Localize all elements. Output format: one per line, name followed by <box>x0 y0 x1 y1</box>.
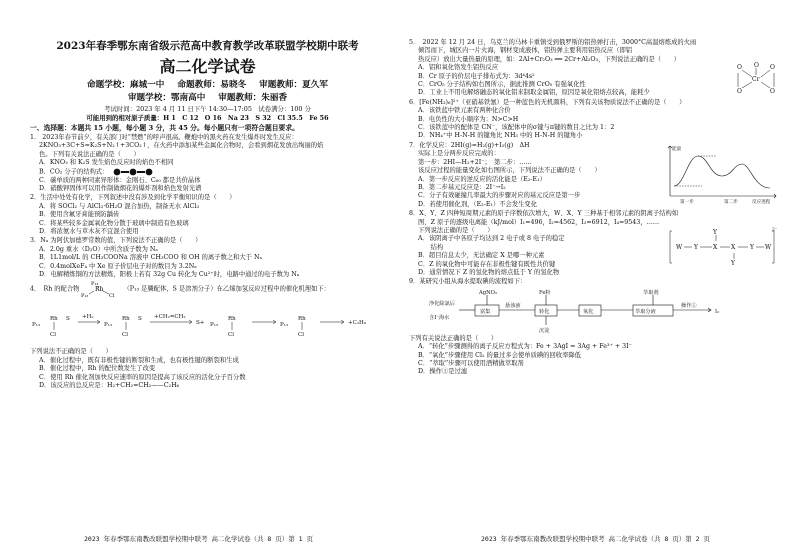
reagent-extractant: 萃取剂 <box>643 289 659 296</box>
q8-line: 图，Z 原子的逐级电离能（kJ/mol）I₁=496，I₂=4562，I₃=6912，I₄=9543，…… <box>418 218 660 226</box>
product-ethane: +C₂H₆ <box>348 320 367 327</box>
rh-center: Rh <box>95 286 104 294</box>
q5-option-b: B．Cr 原子的价层电子排布式为：3d⁴4s² <box>418 72 535 80</box>
q1-option-a: A．KNO₃ 和 K₂S 发生焰色反应时的焰色不相同 <box>39 159 174 167</box>
label-precipitate: 沉淀 <box>539 327 550 333</box>
reagent-fe: Fe粉 <box>539 289 551 296</box>
question-3 <box>30 237 385 279</box>
species-4-cl: Cl <box>298 332 304 339</box>
q8-option-c: C．Z 的氧化物中可能存在非极性键有既性共价键 <box>418 260 556 268</box>
atom-w: W <box>765 243 772 251</box>
exam-info: 考试时间：2023 年 4 月 11 日下午 14:30—17:05 试卷满分：100 分 <box>104 105 311 113</box>
anion-charge: 2⁻ <box>772 227 778 233</box>
product-iodine: I₂ <box>715 308 720 315</box>
q8-stem: 8．X、Y、Z 四种短周期元素的原子序数依次增大，W、X、Y 三种基于相邻元素的阴离子结构如 <box>409 210 679 218</box>
q1-line: 1. 2023年春节前夕，有关部门对“禁燃”的呼声很高。鞭炮中的黑火药在发生爆炸时发生反应： <box>30 134 298 141</box>
q2-option-a: A．将 SOCl₂ 与 AlCl₃·6H₂O 混合加热，制备无水 AlCl₃ <box>39 202 199 210</box>
axis-progress: 反应进程 <box>752 199 771 204</box>
q9-option-b: B．“氧化”步骤使用 Cl₂ 的量过多会使单质碘的回收率降低 <box>418 351 581 359</box>
q2-option-d: D．将浓氨水与草木灰不宜混合使用 <box>39 227 139 235</box>
q1-line: 色。下列有关说法正确的是（ ） <box>39 150 140 158</box>
input-seawater: 含I⁻海水 <box>429 314 450 321</box>
q5-option-d: D．工业上不用电解熔融态的氧化铝来制取金属铝，原因是氧化铝熔点较高，能耗少 <box>418 89 650 97</box>
o-atom: O <box>770 64 775 71</box>
q2-option-c: C．将某些较多金属氧化物分散于玻璃中制造有色玻璃 <box>39 219 189 227</box>
q5-stem: 5． 2022 年 12 月 24 日，乌克兰的马林卡重镇受到俄罗斯的铝热弹打击，3000°C高温熔炼成的火雨 <box>409 39 697 46</box>
q6-option-c: C．该铁蓝中的配体是 CN⁻，该配体中的σ键与π键的数目之比为 1：2 <box>418 124 615 132</box>
q8-option-a-cont: 结构 <box>418 243 444 251</box>
page-right <box>397 0 794 550</box>
q8-option-d: D．通常情况下 Z 的氢化物的熔点低于 Y 的氢化物 <box>418 268 560 276</box>
species-4-rh: Rh <box>298 316 306 323</box>
o-atom: O <box>770 88 775 95</box>
q5-line: 倾泻而下，城区内一片火海，钢材变成液体，铝热弹主要利用铝热反应（即铝 <box>418 47 633 55</box>
question-6 <box>409 99 780 141</box>
o-atom-top: O <box>754 62 759 69</box>
setter-school: 命题学校：麻城一中 <box>87 80 165 90</box>
q6-option-a: A．该铁蓝中铁元素有两种化合价 <box>418 107 511 115</box>
q1-option-b-text: B．CO₂ 分子的结构式： <box>39 168 109 176</box>
q4-caption: （P₁₃ 是膦配体，S 是溶剂分子）在乙烯加氢反应过程中的催化机理如下： <box>123 285 330 293</box>
q2-option-b: B．使用含氟牙膏能预防龋齿 <box>39 211 120 219</box>
species-1: P₁₃ <box>32 322 41 329</box>
q8-question: 下列说法正确的是（ ） <box>418 226 494 234</box>
question-7 <box>409 142 780 209</box>
q9-option-a: A．“转化”步骤测得的离子反应方程式为：Fe + 3AgI = 3Ag + Fe³⁺ + 3I⁻ <box>418 343 632 351</box>
catalytic-cycle-diagram <box>30 300 380 346</box>
question-9 <box>409 278 780 376</box>
species-3-cl: Cl <box>228 332 234 339</box>
page-footer-right: 2023 年春季鄂东南教改联盟学校期中联考 高二化学试卷（共 8 页）第 2 页 <box>481 535 710 543</box>
q7-option-c: C．分子有效碰撞几率最大的步骤对应的基元反应是第一步 <box>418 192 581 200</box>
species-2-rh: Rh <box>122 316 130 323</box>
species-1-s: S <box>66 316 70 323</box>
species-1-rh: Rh <box>50 316 58 323</box>
q8-option-a: A．该阴离子中各原子均达到 2 电子或 8 电子的稳定 <box>418 235 565 243</box>
atomic-masses: 可能用到的相对原子质量：H 1 C 12 O 16 Na 23 S 32 Cl 35.5 Fe 56 <box>86 114 329 122</box>
question-4 <box>30 280 385 390</box>
input-label: 净化除氯后 <box>429 300 455 307</box>
axis-energy: 能量 <box>672 146 682 152</box>
q4-option-a: A．催化过程中，既有非极性键的断裂和生成，也有极性键的断裂和生成 <box>39 356 239 364</box>
q4-option-b: B．催化过程中，Rh 的配位数发生了改变 <box>39 365 156 373</box>
section-heading: 一、选择题：本题共 15 小题，每小题 3 分，共 45 分。每小题只有一项符合题目要求。 <box>30 124 299 132</box>
q1-option-b <box>30 168 385 177</box>
q9-option-d: D．操作①是过滤 <box>418 368 468 376</box>
anion-structure-diagram <box>668 227 780 267</box>
q6-option-b: B．电负性的大小顺序为：N>C>H <box>418 115 519 123</box>
q1-option-d: D．硝酸钾固体可以用作制做烟花的爆炸剂和焰色发射光谱 <box>39 184 202 192</box>
reagent-ethylene: +CH₂=CH₂ <box>154 314 186 321</box>
q4-question: 下列说法不正确的是（ ） <box>30 348 112 356</box>
q3-option-c: C．0.4molXeF₄ 中 Xe 原子价层电子对的数目为 3.2Nₐ <box>39 262 197 270</box>
q1-line: 2KNO₃+3C+S=K₂S+N₂↑+3CO₂↑，在火药中添加某些金属化合物时，会看到烟花发放出绚丽的焰 <box>39 142 324 150</box>
review-teacher: 审题教师：朱丽香 <box>218 93 288 103</box>
q3-stem: 3．Nₐ 为阿伏加德罗常数的值，下列说法不正确的是（ ） <box>30 237 202 245</box>
rh-ligand-left: P₁₃ <box>81 293 89 299</box>
species-2-s: S <box>138 316 142 323</box>
q4-intro: 4． Rh 的配合物 <box>30 285 80 293</box>
q7-option-d: D．若使用催化剂，（E₂-E₁）不会发生变化 <box>418 200 538 208</box>
reagent-agno3: AgNO₃ <box>479 289 497 296</box>
solvent-release: S+ <box>196 320 205 327</box>
species-4: P₁₃ <box>280 322 289 329</box>
q3-option-d: D．电解精炼铜的方法精炼，阳极上若有 32g Cu 转化为 Cu²⁺时，电路中通过的电子数为 Nₐ <box>39 271 300 278</box>
atom-y: Y <box>750 243 754 251</box>
exam-title: 2023年春季鄂东南省级示范高中教育教学改革联盟学校期中联考 <box>56 40 359 52</box>
rh-ligand-cl: Cl <box>109 293 115 299</box>
rh-ligand-top: P₁₃ <box>91 281 99 288</box>
q5-option-c: C．CrO₅ 分子结构如右图所示，据此推测 CrO₅ 有强氧化性 <box>418 81 586 89</box>
species-3: P₁₃ <box>210 322 219 329</box>
cro5-structure-diagram <box>734 61 780 95</box>
label-step2: 第二步 <box>724 199 738 204</box>
step-oxidize: 氧化 <box>583 308 594 315</box>
q5-line: 热反应）放出大量热量的原理，如：2Al+Cr₂O₃ ══ 2Cr+Al₂O₃，下列说法正确的是（ ） <box>418 55 680 63</box>
o-atom: O <box>737 88 742 95</box>
question-1 <box>30 134 385 193</box>
question-2 <box>30 194 385 236</box>
q7-option-a: A．第一步反应的逆反应的活化能是（E₂-E₁） <box>418 175 546 183</box>
atom-y: Y <box>713 228 717 236</box>
setters-line <box>30 79 385 92</box>
q3-option-b: B．1L1mol/L 的 CH₃COONa 溶液中 CH₃COO 和 OH 的离子数之和大于 Nₐ <box>39 254 262 262</box>
q1-option-c: C．碳单质的两种同素异形体：金刚石、C₆₀ 都是共价晶体 <box>39 176 201 184</box>
q4-option-d: D．该反应的总反应是：H₂+CH₂=CH₂——C₂H₆ <box>39 382 180 390</box>
energy-profile-diagram <box>662 142 780 204</box>
question-8 <box>409 210 780 277</box>
atom-x: X <box>713 243 718 251</box>
q7-option-b: B．第二步基元反应是：2I⁻→I₂ <box>418 183 506 191</box>
q7-line: 第一步：2HI—H₂+2I⁻； 第二步：…… <box>418 158 532 166</box>
step-convert: 转化 <box>539 308 550 315</box>
q9-option-c: C．“萃取”步骤可以使用酒精做萃取剂 <box>418 360 524 367</box>
atom-y: Y <box>731 259 735 267</box>
q7-line: 实际上是分两步反应完成的： <box>418 150 500 158</box>
atom-y: Y <box>694 243 698 251</box>
q7-stem: 7．化学反应：2HI(g)=H₂(g)+I₂(g) ΔH <box>409 141 530 149</box>
q4-stem <box>30 280 385 298</box>
review-school: 审题学校：鄂南高中 <box>127 93 206 103</box>
species-2: P₁₃ <box>104 322 113 329</box>
q2-stem: 2．生活中处处有化学，下列叙述中没有涉及到化学平衡知识的是（ ） <box>30 194 236 202</box>
species-1-cl: Cl <box>50 332 56 339</box>
co2-structure-icon <box>111 168 155 176</box>
page-footer-left: 2023 年春季鄂东南教改联盟学校期中联考 高二化学试卷（共 8 页）第 1 页 <box>84 535 313 543</box>
subject-title: 高二化学试卷 <box>159 57 256 76</box>
atom-x: X <box>731 243 736 251</box>
q7-line: 该反应过程的能量变化如右图所示，下列说法不正确的是（ ） <box>418 167 601 175</box>
setter-reviewer: 审题教师：夏久军 <box>259 80 328 90</box>
label-step1: 第一步 <box>680 199 694 204</box>
q3-option-a: A．2.0g 重水（D₂O）中所含质子数为 Nₐ <box>39 245 158 253</box>
label-suspension: 悬浊液 <box>505 302 521 309</box>
q9-stem: 9．某研究小组从海水提取碘的流程如下： <box>409 278 527 286</box>
o-atom: O <box>737 64 742 71</box>
question-5 <box>409 39 780 98</box>
step-enrich: 富集 <box>480 308 491 315</box>
q5-option-a: A．铝和氧化铬发生铝热反应 <box>418 64 499 72</box>
q6-stem: 6．[Fe(NH₃)₆]²⁺（亚硝基铁氰）是一种蓝色的无机颜料，下列有关该物质说法不正确的是（ ） <box>409 98 686 106</box>
q6-option-d: D．NH₄⁺中 H-N-H 的键角比 NH₃ 中的 H-N-H 的键角小 <box>418 132 583 140</box>
rh-complex-icon <box>81 280 121 298</box>
step-operation: 操作① <box>681 302 697 309</box>
species-2-cl: Cl <box>122 332 128 339</box>
reviewers-line <box>30 92 385 105</box>
step-extract: 萃取分液 <box>635 308 656 315</box>
species-3-rh: Rh <box>228 316 236 323</box>
q8-option-b: B．超目信息太少，无法确定 X 是哪一种元素 <box>418 252 545 260</box>
q9-question: 下列有关说法正确的是（ ） <box>409 334 498 342</box>
reagent-h2: +H₂ <box>82 314 94 321</box>
atom-w: W <box>676 243 683 251</box>
cr-atom: Cr <box>752 76 760 83</box>
q4-option-c: C．使用 Rh 催化剂加快反应速率的原因是提高了该反应的活化分子百分数 <box>39 373 246 381</box>
setter-teacher: 命题教师：易晓冬 <box>177 80 247 90</box>
iodine-flow-diagram <box>429 289 729 333</box>
